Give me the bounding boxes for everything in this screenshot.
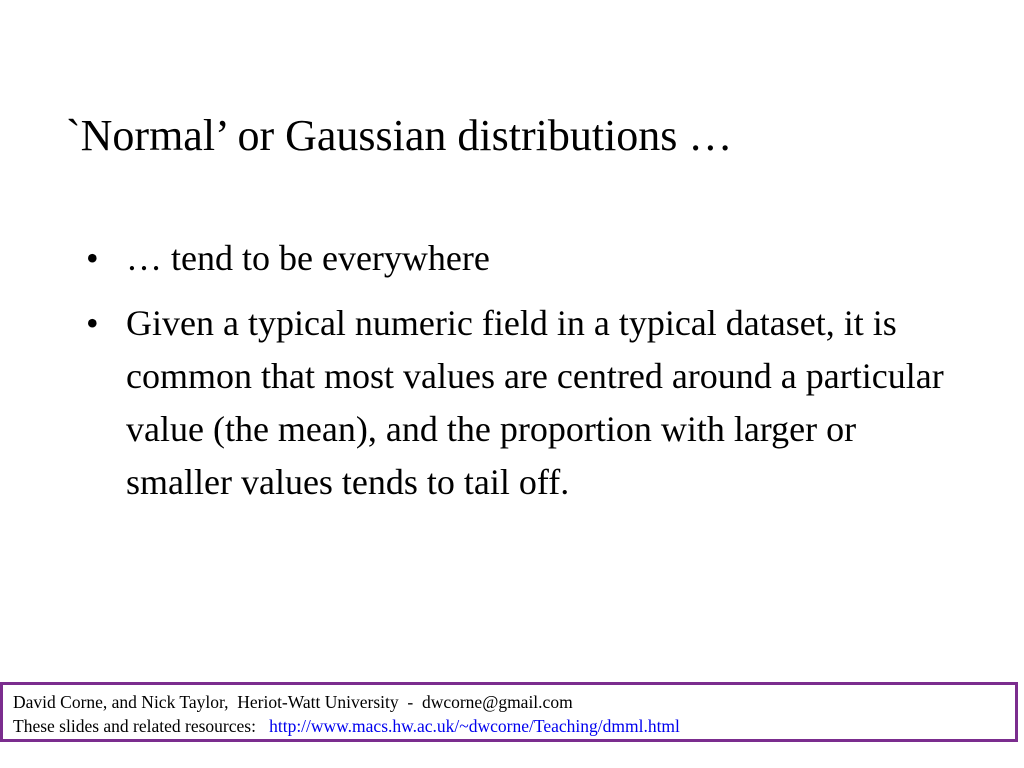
bullet-text: … tend to be everywhere: [126, 238, 490, 278]
bullet-marker: •: [86, 238, 99, 278]
bullet-text: Given a typical numeric field in a typical dataset, it is common that most values are centred around a particular value (the mean), and the proportion with larger or smaller values tends to tail off.: [126, 303, 944, 502]
footer-credits: David Corne, and Nick Taylor, Heriot-Watt University - dwcorne@gmail.com: [13, 692, 573, 712]
bullet-item: [86, 297, 946, 509]
bullet-item: [86, 232, 946, 285]
slide-title: `Normal’ or Gaussian distributions …: [66, 111, 733, 160]
bullet-list: [86, 232, 946, 521]
bullet-marker: •: [86, 303, 99, 343]
resources-link[interactable]: http://www.macs.hw.ac.uk/~dwcorne/Teaching/dmml.html: [269, 716, 680, 736]
footer-resources: [13, 714, 1015, 738]
footer-resources-label: These slides and related resources:: [13, 716, 270, 736]
footer-box: [0, 682, 1018, 742]
